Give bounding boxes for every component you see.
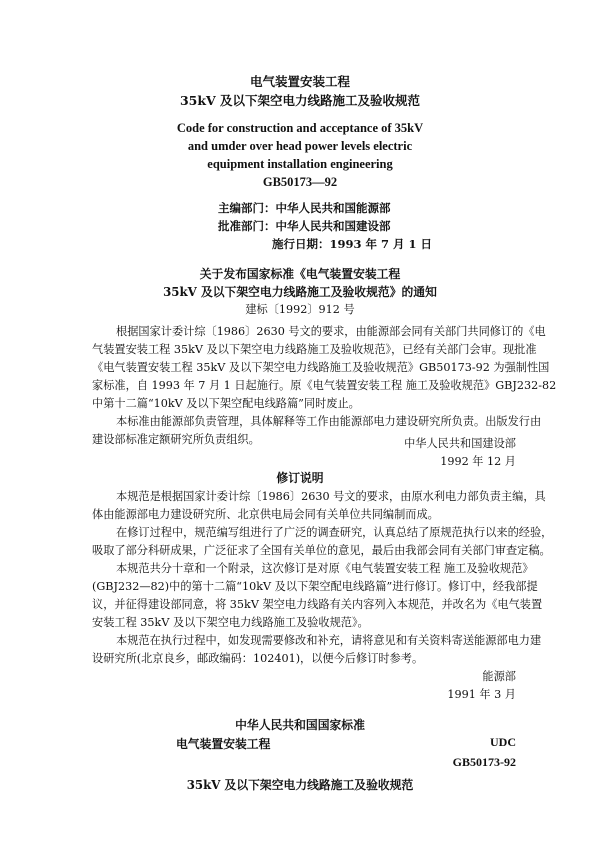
title-cn-line-2: 35kV 及以下架空电力线路施工及验收规范 xyxy=(179,93,421,108)
title-en-line-3: equipment installation engineering xyxy=(207,157,393,171)
revision-para2-line: 在修订过程中，规范编写组进行了广泛的调查研究，认真总结了原规范执行以来的经验， xyxy=(116,526,553,539)
chief-department: 主编部门：中华人民共和国能源部 xyxy=(218,201,391,215)
notice-title-line-1: 关于发布国家标准《电气装置安装工程 xyxy=(199,267,401,281)
footer-title: 35kV 及以下架空电力线路施工及验收规范 xyxy=(186,778,414,792)
notice-para2-line: 建设部标准定额研究所负责组织。 xyxy=(92,433,260,446)
revision-para1-line: 本规范是根据国家计委计综〔1986〕2630 号文的要求，由原水利电力部负责主编，具 xyxy=(116,490,546,503)
notice-signer: 中华人民共和国建设部 xyxy=(404,437,516,450)
effective-date: 施行日期：1993 年 7 月 1 日 xyxy=(272,237,433,251)
title-en-line-2: and umder over head power levels electric xyxy=(187,139,413,153)
notice-para1-line: 《电气装置安装工程 35kV 及以下架空电力线路施工及验收规范》GB50173-92 为强制性国 xyxy=(92,361,550,374)
notice-para1-line: 根据国家计委计综〔1986〕2630 号文的要求，由能源部会同有关部门共同修订的《电 xyxy=(116,325,546,338)
revision-para1-line: 体由能源部电力建设研究所、北京供电局会同有关单位共同编制而成。 xyxy=(92,508,439,521)
series-label: 电气装置安装工程 xyxy=(176,737,271,751)
revision-signer: 能源部 xyxy=(482,670,516,683)
notice-para1-line: 气装置安装工程 35kV 及以下架空电力线路施工及验收规范》，已经有关部门会审。现批准 xyxy=(92,343,537,356)
revision-para3-line: 本规范共分十章和一个附录，这次修订是对原《电气装置安装工程 施工及验收规范》 xyxy=(116,562,534,575)
approving-department: 批准部门：中华人民共和国建设部 xyxy=(218,219,391,233)
revision-para3-line: 议，并征得建设部同意，将 35kV 架空电力线路有关内容列入本规范，并改名为《电气装置 xyxy=(92,598,543,611)
revision-para3-line: (GBJ232—82)中的第十二篇“10kV 及以下架空配电线路篇”进行修订。修订中，经我部提 xyxy=(92,580,538,593)
notice-para2-line: 本标准由能源部负责管理，具体解释等工作由能源部电力建设研究所负责。出版发行由 xyxy=(116,415,542,428)
title-en-line-1: Code for construction and acceptance of 35kV xyxy=(176,121,424,135)
notice-doc-number: 建标〔1992〕912 号 xyxy=(245,303,355,316)
national-standard-label: 中华人民共和国国家标准 xyxy=(235,718,365,732)
revision-date: 1991 年 3 月 xyxy=(447,688,516,701)
notice-para1-line: 家标准，自 1993 年 7 月 1 日起施行。原《电气装置安装工程 施工及验收规范》GBJ232-82 xyxy=(92,379,557,392)
revision-para2-line: 吸取了部分科研成果，广泛征求了全国有关单位的意见，最后由我部会同有关部门审查定稿。 xyxy=(92,544,551,557)
notice-title-line-2: 35kV 及以下架空电力线路施工及验收规范》的通知 xyxy=(163,285,437,299)
title-cn-line-1: 电气装置安装工程 xyxy=(249,74,350,89)
revision-heading: 修订说明 xyxy=(276,471,324,485)
udc-label: UDC xyxy=(490,735,516,749)
notice-para1-line: 中第十二篇“10kV 及以下架空配电线路篇”同时废止。 xyxy=(92,397,360,410)
notice-date: 1992 年 12 月 xyxy=(440,455,516,468)
revision-para4-line: 本规范在执行过程中，如发现需要修改和补充，请将意见和有关资料寄送能源部电力建 xyxy=(116,634,542,647)
revision-para3-line: 安装工程 35kV 及以下架空电力线路施工及验收规范》。 xyxy=(92,616,369,629)
footer-standard-code: GB50173-92 xyxy=(452,755,516,769)
standard-code: GB50173—92 xyxy=(262,175,338,189)
revision-para4-line: 设研究所(北京良乡，邮政编码：102401)，以便今后修订时参考。 xyxy=(92,652,424,665)
